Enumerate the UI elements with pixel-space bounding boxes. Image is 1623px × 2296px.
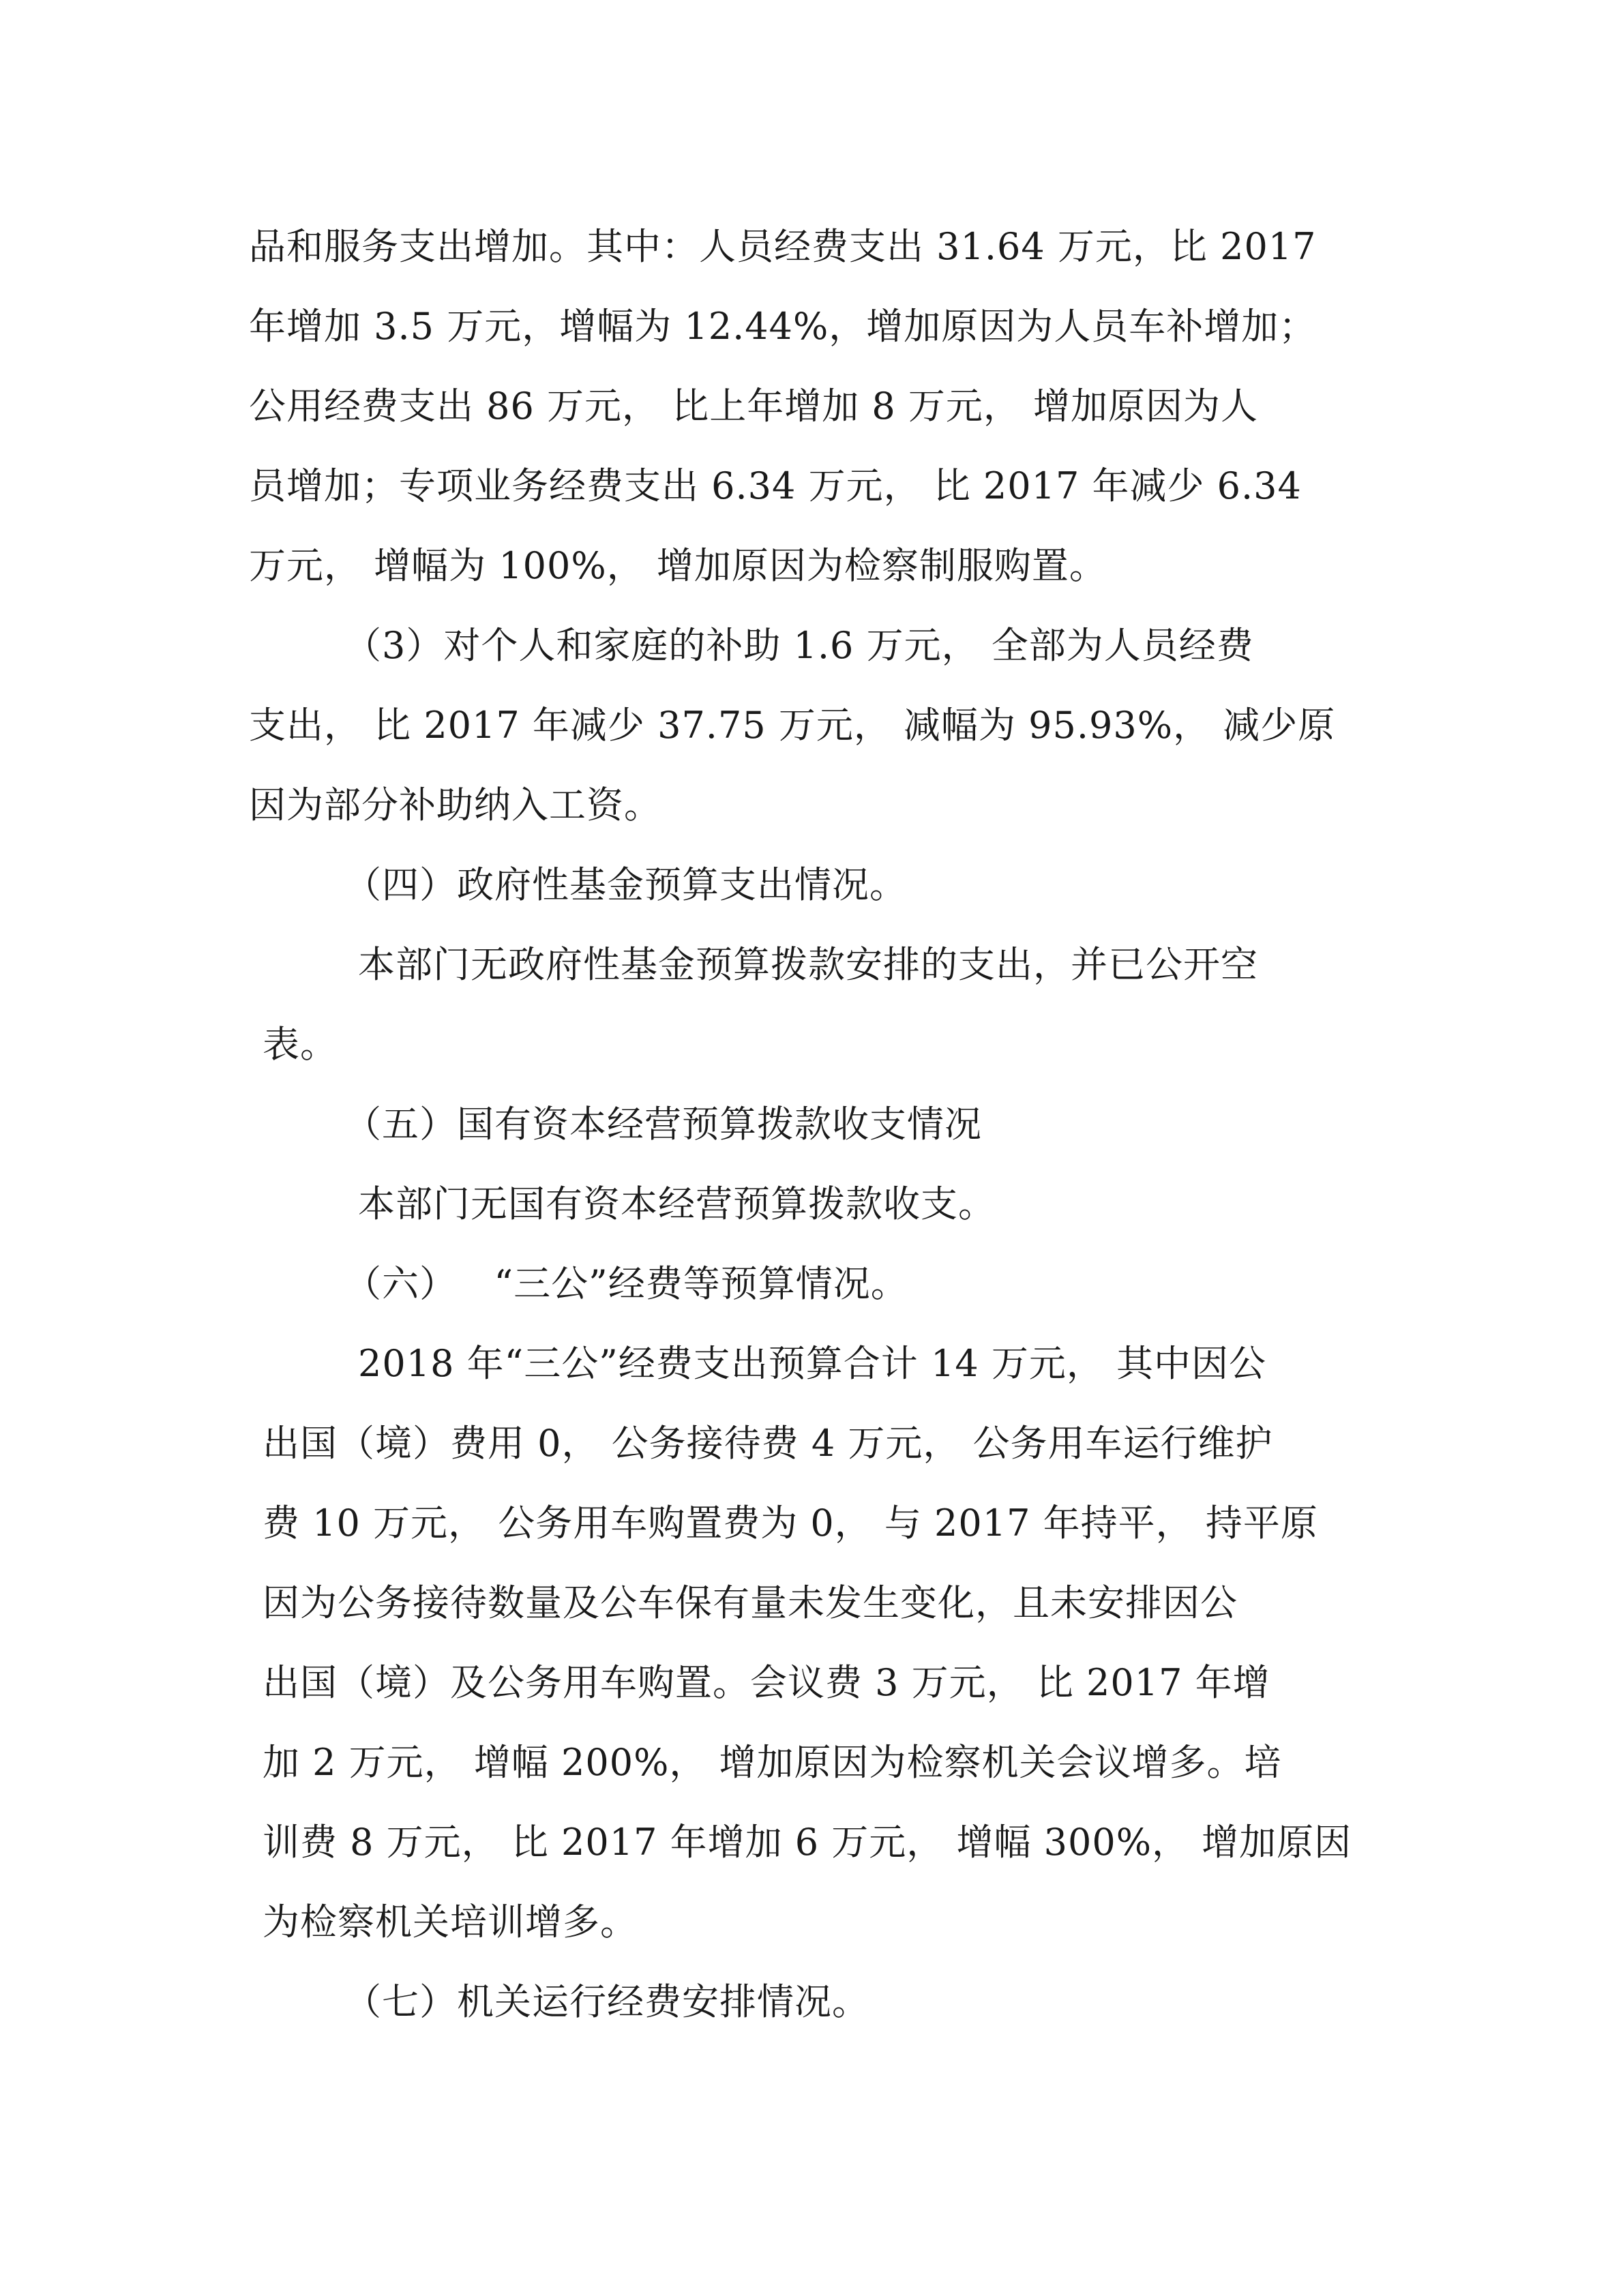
section-heading: （六） “三公”经费等预算情况。 [344, 1262, 908, 1305]
paragraph-line: 万元， 增幅为 100%， 增加原因为检察制服购置。 [249, 544, 1107, 587]
section-heading: （七）机关运行经费安排情况。 [344, 1980, 869, 2023]
paragraph-line: 年增加 3.5 万元，增幅为 12.44%，增加原因为人员车补增加； [249, 305, 1317, 348]
section-heading: （四）政府性基金预算支出情况。 [344, 863, 907, 906]
paragraph-line: 为检察机关培训增多。 [263, 1900, 638, 1943]
paragraph-line: 员增加；专项业务经费支出 6.34 万元， 比 2017 年减少 6.34 [249, 464, 1302, 507]
paragraph-line: 公用经费支出 86 万元， 比上年增加 8 万元， 增加原因为人 [249, 385, 1259, 428]
paragraph-line: 因为部分补助纳入工资。 [249, 784, 661, 826]
paragraph-line: 训费 8 万元， 比 2017 年增加 6 万元， 增幅 300%， 增加原因 [263, 1821, 1352, 1864]
paragraph-line: 本部门无国有资本经营预算拨款收支。 [358, 1182, 996, 1225]
paragraph-line: 出国（境）及公务用车购置。会议费 3 万元， 比 2017 年增 [263, 1661, 1270, 1704]
paragraph-line: 表。 [263, 1023, 338, 1066]
paragraph-line: 支出， 比 2017 年减少 37.75 万元， 减幅为 95.93%， 减少原 [249, 704, 1336, 747]
paragraph-line: 因为公务接待数量及公车保有量未发生变化，且未安排因公 [263, 1581, 1238, 1624]
paragraph-line: 2018 年“三公”经费支出预算合计 14 万元， 其中因公 [358, 1342, 1267, 1385]
paragraph-line: 加 2 万元， 增幅 200%， 增加原因为检察机关会议增多。培 [263, 1741, 1282, 1784]
paragraph-line: 出国（境）费用 0， 公务接待费 4 万元， 公务用车运行维护 [263, 1422, 1273, 1465]
section-heading: （五）国有资本经营预算拨款收支情况 [344, 1103, 982, 1146]
paragraph-line: 本部门无政府性基金预算拨款安排的支出，并已公开空 [358, 943, 1258, 986]
paragraph-line: （3）对个人和家庭的补助 1.6 万元， 全部为人员经费 [344, 624, 1254, 667]
paragraph-line: 费 10 万元， 公务用车购置费为 0， 与 2017 年持平， 持平原 [263, 1502, 1318, 1545]
paragraph-line: 品和服务支出增加。其中：人员经费支出 31.64 万元，比 2017 [249, 225, 1317, 268]
